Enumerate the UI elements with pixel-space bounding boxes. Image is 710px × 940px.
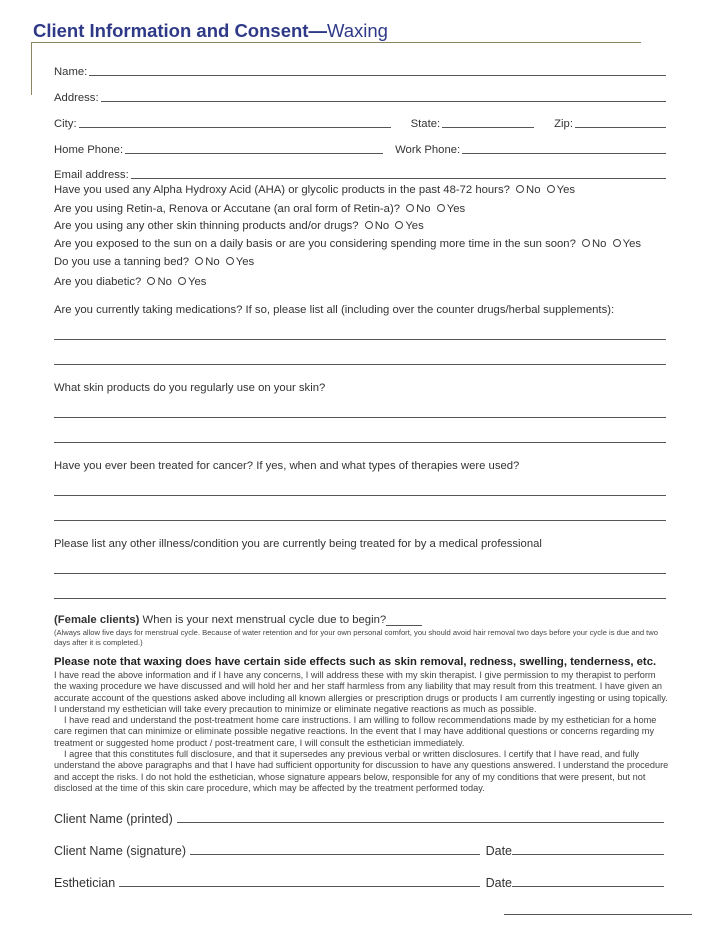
cancer-answer-line-1[interactable] (54, 495, 666, 496)
email-field[interactable] (131, 178, 666, 179)
yes-label: Yes (405, 220, 424, 232)
name-label: Name: (54, 66, 88, 78)
client-printed-row (54, 808, 664, 826)
question-aha (54, 183, 575, 197)
esthetician-field[interactable] (119, 886, 479, 887)
menstrual-question-text: When is your next menstrual cycle due to begin? (142, 614, 387, 626)
home-phone-field[interactable] (125, 153, 383, 154)
client-signature-field[interactable] (190, 854, 480, 855)
title-subject: Waxing (326, 20, 388, 41)
no-radio[interactable] (147, 277, 155, 285)
zip-field[interactable] (575, 127, 666, 128)
yes-radio[interactable] (395, 221, 403, 229)
yes-radio[interactable] (437, 204, 445, 212)
address-field[interactable] (101, 101, 666, 102)
title-bold: Client Information and Consent (33, 20, 309, 41)
yes-label: Yes (556, 184, 576, 196)
cancer-answer-line-2[interactable] (54, 520, 666, 521)
city-field[interactable] (79, 127, 391, 128)
consent-paragraph: I have read the above information and if I have any concerns, I will address these with my skin therapist. I give permission to my therapist to perform the waxing procedure we have discussed and will hold her and her staff harmless from any liability that may result from this treatment. I have given an accurate account of the questions asked above including all known allergies or prescription drugs or products I am currently ingesting or using topically. I understand my esthetician will take every precaution to minimize or eliminate negative reactions as much as possible. (54, 670, 668, 714)
question-retin-a (54, 202, 465, 216)
other-illness-answer-line-1[interactable] (54, 573, 666, 574)
yes-label: Yes (235, 256, 255, 268)
question-text: Are you using Retin-a, Renova or Accutane (an oral form of Retin-a)? (54, 203, 400, 215)
side-effects-notice: Please note that waxing does have certain side effects such as skin removal, redness, swelling, tenderness, etc. (54, 656, 657, 668)
question-skin-thinning (54, 219, 424, 233)
esthetician-label: Esthetician (54, 876, 116, 890)
skin-products-answer-line-2[interactable] (54, 442, 666, 443)
header-rule (31, 42, 641, 43)
question-medications: Are you currently taking medications? If so, please list all (including over the counter drugs/herbal supplements): (54, 304, 615, 316)
no-radio[interactable] (195, 257, 203, 265)
female-clients-label: (Female clients) (54, 614, 140, 626)
yes-label: Yes (446, 203, 466, 215)
address-label: Address: (54, 92, 99, 104)
question-diabetic (54, 275, 206, 289)
city-row (54, 114, 666, 130)
state-field[interactable] (442, 127, 534, 128)
question-text: Are you using any other skin thinning products and/or drugs? (54, 220, 359, 232)
email-label: Email address: (54, 169, 129, 181)
name-row (54, 62, 666, 78)
consent-paragraph: I agree that this constitutes full disclosure, and that it supersedes any previous verbal or written disclosures. I certify that I have read, and fully understand the above paragraphs and that I have had sufficient opportunity for discussion to have any questions answered. I understand the procedure and accept the risks. I do not hold the esthetician, whose signature appears below, responsible for any of my conditions that were present, but not disclosed at the time of this skin care procedure, which may be affected by the treatment performed today. (54, 749, 669, 793)
date-label: Date (485, 876, 512, 890)
work-phone-field[interactable] (462, 153, 666, 154)
female-clients-question (54, 614, 422, 626)
state-label: State: (410, 118, 441, 130)
yes-label: Yes (188, 276, 207, 288)
date-label: Date (485, 844, 512, 858)
skin-products-answer-line-1[interactable] (54, 417, 666, 418)
yes-radio[interactable] (226, 257, 234, 265)
address-row (54, 88, 666, 104)
yes-radio[interactable] (613, 239, 621, 247)
question-text: Have you used any Alpha Hydroxy Acid (AHA) or glycolic products in the past 48-72 hours? (54, 184, 510, 196)
no-radio[interactable] (582, 239, 590, 247)
medications-answer-line-2[interactable] (54, 364, 666, 365)
no-radio[interactable] (516, 185, 524, 193)
other-illness-answer-line-2[interactable] (54, 598, 666, 599)
no-label: No (374, 220, 390, 232)
no-label: No (526, 184, 541, 196)
question-other-illness: Please list any other illness/condition you are currently being treated for by a medical professional (54, 538, 542, 550)
no-radio[interactable] (406, 204, 414, 212)
header-corner-rule (31, 42, 32, 95)
title-dash: — (308, 20, 327, 41)
question-cancer: Have you ever been treated for cancer? If yes, when and what types of therapies were used? (54, 460, 520, 472)
consent-text (54, 670, 670, 794)
menstrual-note: (Always allow five days for menstrual cycle. Because of water retention and for your own personal comfort, you should avoid hair removal two days before your cycle is due and two days after it is completed.) (54, 628, 658, 647)
page-title (33, 18, 388, 44)
email-row (54, 165, 666, 181)
no-label: No (157, 276, 172, 288)
question-text: Are you diabetic? (54, 276, 142, 288)
question-sun-exposure (54, 237, 641, 251)
phone-row (54, 140, 666, 156)
question-text: Are you exposed to the sun on a daily basis or are you considering spending more time in the sun soon? (54, 238, 576, 250)
bottom-rule (504, 914, 692, 915)
zip-label: Zip: (554, 118, 573, 130)
yes-radio[interactable] (178, 277, 186, 285)
no-radio[interactable] (365, 221, 373, 229)
work-phone-label: Work Phone: (395, 144, 461, 156)
client-date-field[interactable] (512, 854, 664, 855)
esthetician-row (54, 872, 664, 890)
home-phone-label: Home Phone: (54, 144, 124, 156)
name-field[interactable] (89, 75, 666, 76)
client-printed-field[interactable] (177, 822, 664, 823)
client-printed-label: Client Name (printed) (54, 812, 173, 826)
no-label: No (416, 203, 431, 215)
question-text: Do you use a tanning bed? (54, 256, 190, 268)
consent-paragraph: I have read and understand the post-treatment home care instructions. I am willing to follow recommendations made by my esthetician for a home care regimen that can minimize or eliminate possible negative reactions. In the event that I may have additional questions or concerns regarding my treatment or suggested home product / post-treatment care, I will consult the esthetician immediately. (54, 715, 657, 748)
no-label: No (592, 238, 607, 250)
no-label: No (205, 256, 220, 268)
question-skin-products: What skin products do you regularly use on your skin? (54, 382, 326, 394)
yes-label: Yes (622, 238, 642, 250)
client-signature-row (54, 840, 664, 858)
medications-answer-line-1[interactable] (54, 339, 666, 340)
client-signature-label: Client Name (signature) (54, 844, 186, 858)
esthetician-date-field[interactable] (512, 886, 664, 887)
menstrual-date-field[interactable] (386, 615, 422, 626)
question-tanning-bed (54, 255, 254, 269)
yes-radio[interactable] (547, 185, 555, 193)
city-label: City: (54, 118, 77, 130)
